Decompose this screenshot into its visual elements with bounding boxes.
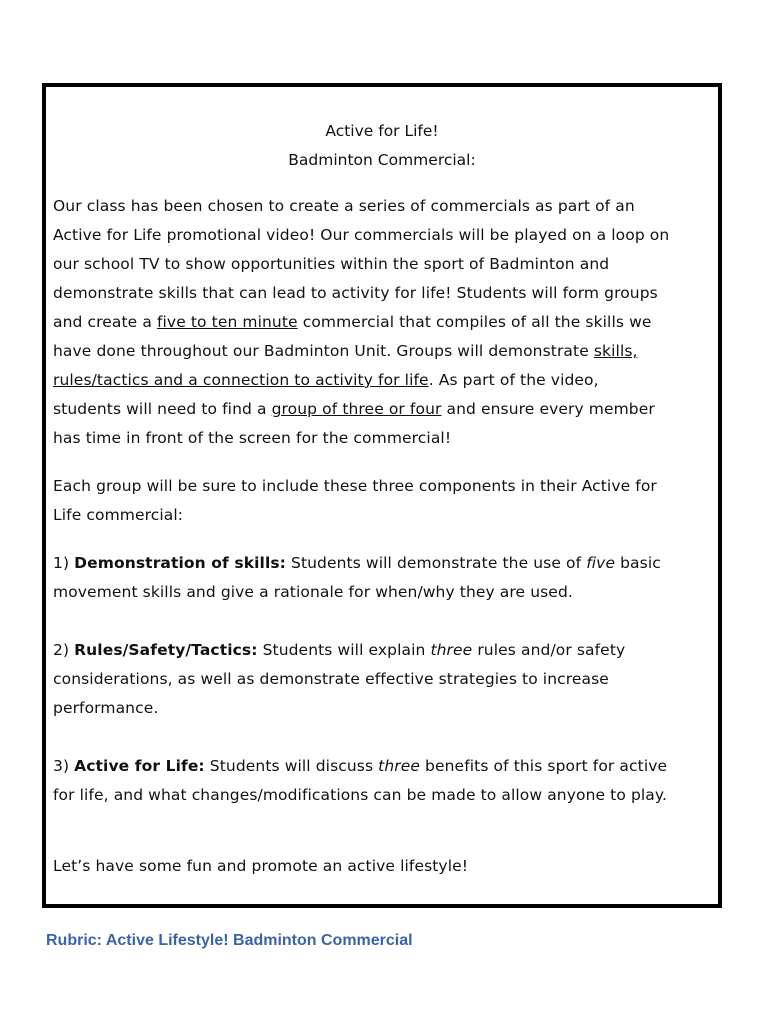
- italic-text: three: [378, 757, 421, 775]
- item-number: 1): [53, 554, 75, 572]
- text-run: Students will explain: [257, 641, 431, 659]
- text-run: and create a: [53, 313, 157, 331]
- intro-line: our school TV to show opportunities within the sport of Badminton and: [53, 255, 610, 273]
- closing-line: Let’s have some fun and promote an active lifestyle!: [53, 857, 469, 875]
- item-line: [53, 752, 713, 781]
- intro-line: [53, 308, 713, 337]
- item-line: [53, 549, 713, 578]
- intro-paragraph: [53, 192, 713, 453]
- text-run: benefits of this sport for active: [420, 757, 668, 775]
- text-run: . As part of the video,: [428, 371, 599, 389]
- text-run: Students will demonstrate the use of: [285, 554, 587, 572]
- item-line: considerations, as well as demonstrate effective strategies to increase: [53, 670, 609, 688]
- component-item-1: [53, 549, 713, 607]
- components-line: Each group will be sure to include these three components in their Active for: [53, 477, 657, 495]
- item-heading: Rules/Safety/Tactics:: [74, 641, 258, 659]
- document-title: Active for Life!: [325, 122, 439, 140]
- component-item-3: [53, 752, 713, 810]
- components-line: Life commercial:: [53, 506, 184, 524]
- components-intro-paragraph: [53, 472, 713, 530]
- text-run: basic: [615, 554, 661, 572]
- text-run: and ensure every member: [441, 400, 655, 418]
- text-run: students will need to find a: [53, 400, 272, 418]
- underlined-text: skills,: [593, 342, 638, 360]
- intro-line: [53, 337, 713, 366]
- text-run: commercial that compiles of all the skills we: [297, 313, 652, 331]
- document-subtitle: Badminton Commercial:: [288, 151, 476, 169]
- italic-text: five: [586, 554, 616, 572]
- intro-line: Our class has been chosen to create a series of commercials as part of an: [53, 197, 635, 215]
- intro-line: [53, 395, 713, 424]
- underlined-text: group of three or four: [271, 400, 442, 418]
- item-heading: Active for Life:: [74, 757, 205, 775]
- item-line: performance.: [53, 699, 159, 717]
- intro-line: has time in front of the screen for the commercial!: [53, 429, 452, 447]
- text-run: have done throughout our Badminton Unit. Groups will demonstrate: [53, 342, 594, 360]
- item-number: 3): [53, 757, 75, 775]
- item-line: movement skills and give a rationale for when/why they are used.: [53, 583, 573, 601]
- text-run: rules and/or safety: [472, 641, 626, 659]
- underlined-text: rules/tactics and a connection to activity for life: [53, 371, 429, 389]
- intro-line: Active for Life promotional video! Our commercials will be played on a loop on: [53, 226, 670, 244]
- intro-line: [53, 366, 713, 395]
- item-number: 2): [53, 641, 75, 659]
- item-line: [53, 636, 713, 665]
- rubric-heading: Rubric: Active Lifestyle! Badminton Commercial: [46, 932, 413, 949]
- item-line: for life, and what changes/modifications can be made to allow anyone to play.: [53, 786, 667, 804]
- intro-line: demonstrate skills that can lead to activity for life! Students will form groups: [53, 284, 658, 302]
- component-item-2: [53, 636, 713, 723]
- assignment-box: [42, 83, 722, 908]
- underlined-text: five to ten minute: [156, 313, 298, 331]
- text-run: Students will discuss: [204, 757, 379, 775]
- italic-text: three: [430, 641, 473, 659]
- item-heading: Demonstration of skills:: [74, 554, 286, 572]
